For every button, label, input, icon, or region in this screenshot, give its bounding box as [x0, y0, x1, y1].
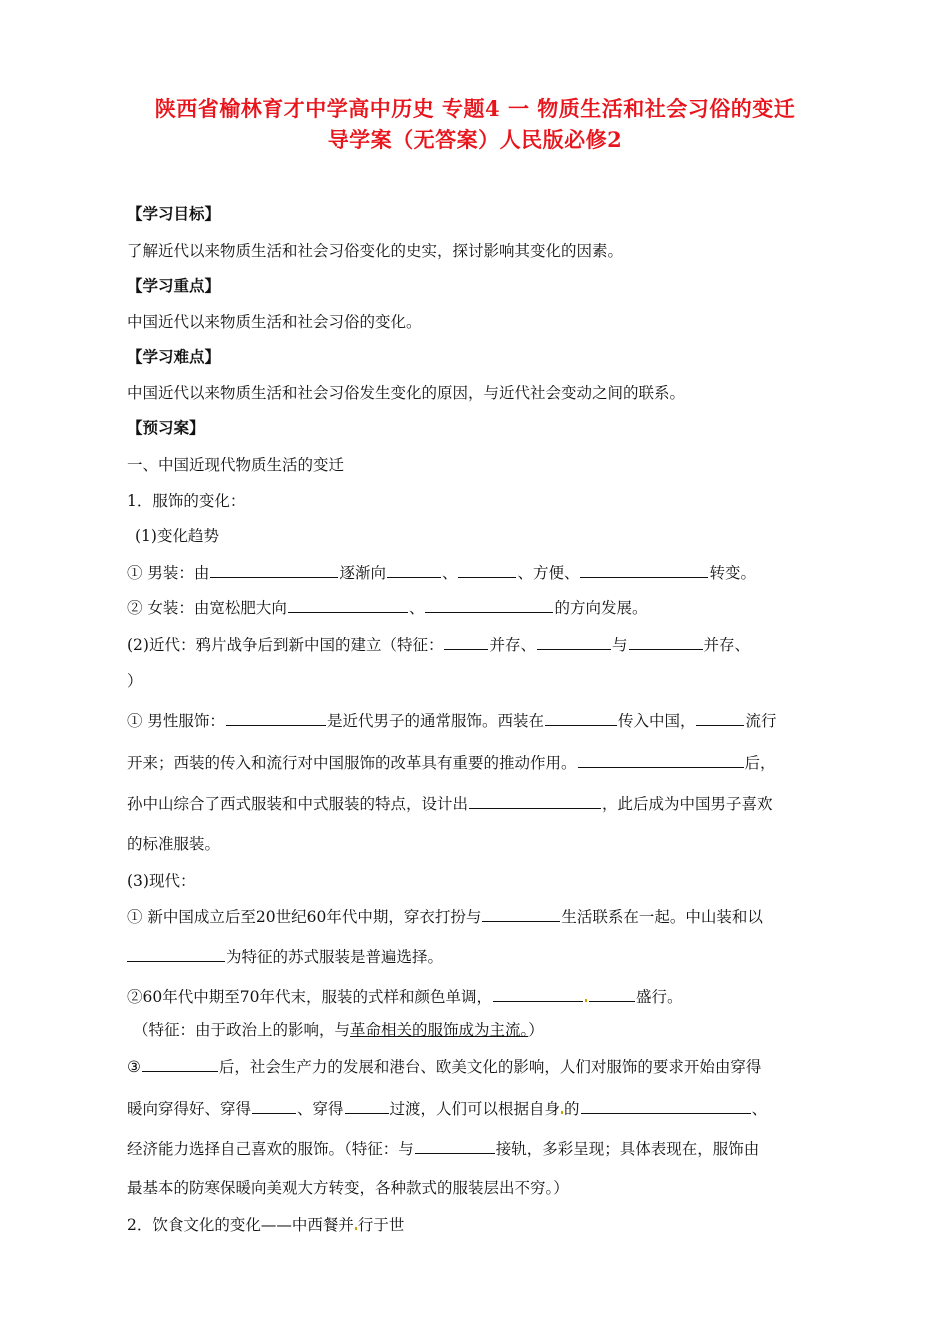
warm-line: [127, 1098, 767, 1119]
text-fragment: 与: [611, 636, 628, 654]
text-fragment: 过渡，人们可以根据自身: [389, 1100, 561, 1118]
text-fragment: ②60年代中期至70年代末，服装的式样和颜色单调，: [127, 988, 492, 1006]
text-fragment: 孙中山综合了西式服装和中式服装的特点，设计出: [127, 795, 469, 813]
text-fragment: 2．饮食文化的变化——中西餐并: [127, 1216, 354, 1234]
text-fragment: (2)近代：鸦片战争后到新中国的建立（特征：: [127, 636, 444, 654]
text-fragment: ③: [127, 1058, 141, 1076]
key-point-text: 中国近代以来物质生活和社会习俗的变化。: [127, 313, 422, 331]
heading-difficulty: 【学习难点】: [127, 347, 221, 366]
text-fragment: 暖向穿得好、穿得: [127, 1100, 252, 1118]
text-fragment: ）: [528, 1021, 544, 1039]
heading-preview: 【预习案】: [127, 418, 205, 437]
modern-period-line: [127, 634, 750, 655]
text-fragment: 流行: [745, 712, 777, 730]
text-fragment: 、穿得: [297, 1100, 344, 1118]
fill-blank[interactable]: [589, 986, 635, 1002]
fill-blank[interactable]: [210, 562, 338, 578]
text-fragment: ② 女装：由宽松肥大向: [127, 599, 287, 617]
text-fragment: 、方便、: [517, 564, 580, 582]
document-title-line-2: 导学案（无答案）人民版必修2: [327, 127, 623, 152]
difficulty-text: 中国近代以来物质生活和社会习俗发生变化的原因，与近代社会变动之间的联系。: [127, 384, 686, 402]
fill-blank[interactable]: [696, 710, 744, 726]
text-fragment: 为特征的苏式服装是普遍选择。: [226, 948, 444, 966]
text-fragment: 的: [564, 1100, 580, 1118]
text-fragment: 生活联系在一起。中山装和以: [561, 908, 763, 926]
fill-blank[interactable]: [415, 1138, 495, 1154]
text-fragment: 传入中国，: [617, 712, 696, 730]
men-clothing-line: [127, 710, 776, 731]
modern-period-close: ）: [127, 672, 143, 690]
fill-blank[interactable]: [545, 710, 617, 726]
text-fragment: ① 新中国成立后至20世纪60年代中期，穿衣打扮与: [127, 908, 482, 926]
heading-learning-goal: 【学习目标】: [127, 204, 221, 223]
text-fragment: 后，社会生产力的发展和港台、欧美文化的影响，人们对服饰的要求开始由穿得: [218, 1058, 762, 1076]
fill-blank[interactable]: [537, 634, 611, 650]
fill-blank[interactable]: [127, 946, 225, 962]
text-fragment: 、: [751, 1100, 768, 1118]
sixties-line: [127, 986, 682, 1007]
text-fragment: ① 男性服饰：: [127, 712, 225, 730]
female-clothing-line: [127, 597, 647, 618]
item-1-clothing: 1．服饰的变化：: [127, 492, 246, 510]
fill-blank[interactable]: [345, 1098, 389, 1114]
item-2-food: [127, 1215, 404, 1235]
text-fragment: 后，: [744, 754, 776, 772]
text-fragment: 逐渐向: [339, 564, 386, 582]
text-fragment: 、: [408, 599, 425, 617]
text-fragment: 转变。: [709, 564, 756, 582]
fill-blank[interactable]: [629, 634, 703, 650]
text-fragment: 并存、: [703, 636, 751, 654]
underlined-text: 革命相关的服饰成为主流。: [350, 1021, 529, 1039]
text-fragment: 是近代男子的通常服饰。西装在: [326, 712, 544, 730]
mark-dot: [585, 999, 587, 1002]
document-title-line-1: 陕西省榆林育才中学高中历史 专题4 一 物质生活和社会习俗的变迁: [154, 96, 796, 121]
text-fragment: （特征：由于政治上的影响，与: [133, 1021, 351, 1039]
fill-blank[interactable]: [493, 986, 583, 1002]
text-fragment: 经济能力选择自己喜欢的服饰。（特征：与: [127, 1140, 414, 1158]
fill-blank[interactable]: [581, 1098, 751, 1114]
text-fragment: ① 男装：由: [127, 564, 210, 582]
text-fragment: 并存、: [489, 636, 536, 654]
fill-blank[interactable]: [425, 597, 553, 613]
text-fragment: 接轨，多彩呈现；具体表现在，服饰由: [495, 1140, 760, 1158]
economy-line: [127, 1138, 759, 1159]
text-fragment: 行于世: [357, 1216, 405, 1234]
subitem-trend: (1)变化趋势: [135, 527, 219, 545]
feature-line: [133, 1020, 544, 1040]
male-clothing-line: [127, 562, 756, 583]
fill-blank[interactable]: [142, 1056, 218, 1072]
fill-blank[interactable]: [288, 597, 408, 613]
learning-goal-text: 了解近代以来物质生活和社会习俗变化的史实，探讨影响其变化的因素。: [127, 242, 624, 260]
text-fragment: 、: [441, 564, 458, 582]
basic-warmth-text: 最基本的防寒保暖向美观大方转变，各种款式的服装层出不穷。）: [127, 1179, 569, 1197]
text-fragment: 的方向发展。: [554, 599, 648, 617]
fill-blank[interactable]: [469, 793, 601, 809]
fill-blank[interactable]: [458, 562, 516, 578]
text-fragment: ，此后成为中国男子喜欢: [602, 795, 773, 813]
fill-blank[interactable]: [578, 752, 744, 768]
fill-blank[interactable]: [482, 906, 560, 922]
text-fragment: 盛行。: [635, 988, 683, 1006]
mark-dot: [355, 1227, 357, 1230]
mark-dot: [561, 1111, 563, 1114]
subitem-contemporary: (3)现代：: [127, 872, 196, 890]
section-1-title: 一、中国近现代物质生活的变迁: [127, 456, 345, 474]
fill-blank[interactable]: [252, 1098, 296, 1114]
soviet-style-line: [127, 946, 443, 967]
fill-blank[interactable]: [444, 634, 488, 650]
text-fragment: 开来；西装的传入和流行对中国服饰的改革具有重要的推动作用。: [127, 754, 577, 772]
fill-blank[interactable]: [580, 562, 708, 578]
heading-key-point: 【学习重点】: [127, 276, 221, 295]
new-china-line: [127, 906, 763, 927]
standard-clothing-text: 的标准服装。: [127, 835, 221, 853]
fill-blank[interactable]: [387, 562, 441, 578]
sun-yatsen-line: [127, 793, 773, 814]
reform-line: [127, 1056, 761, 1077]
fill-blank[interactable]: [226, 710, 326, 726]
suit-spread-line: [127, 752, 776, 773]
